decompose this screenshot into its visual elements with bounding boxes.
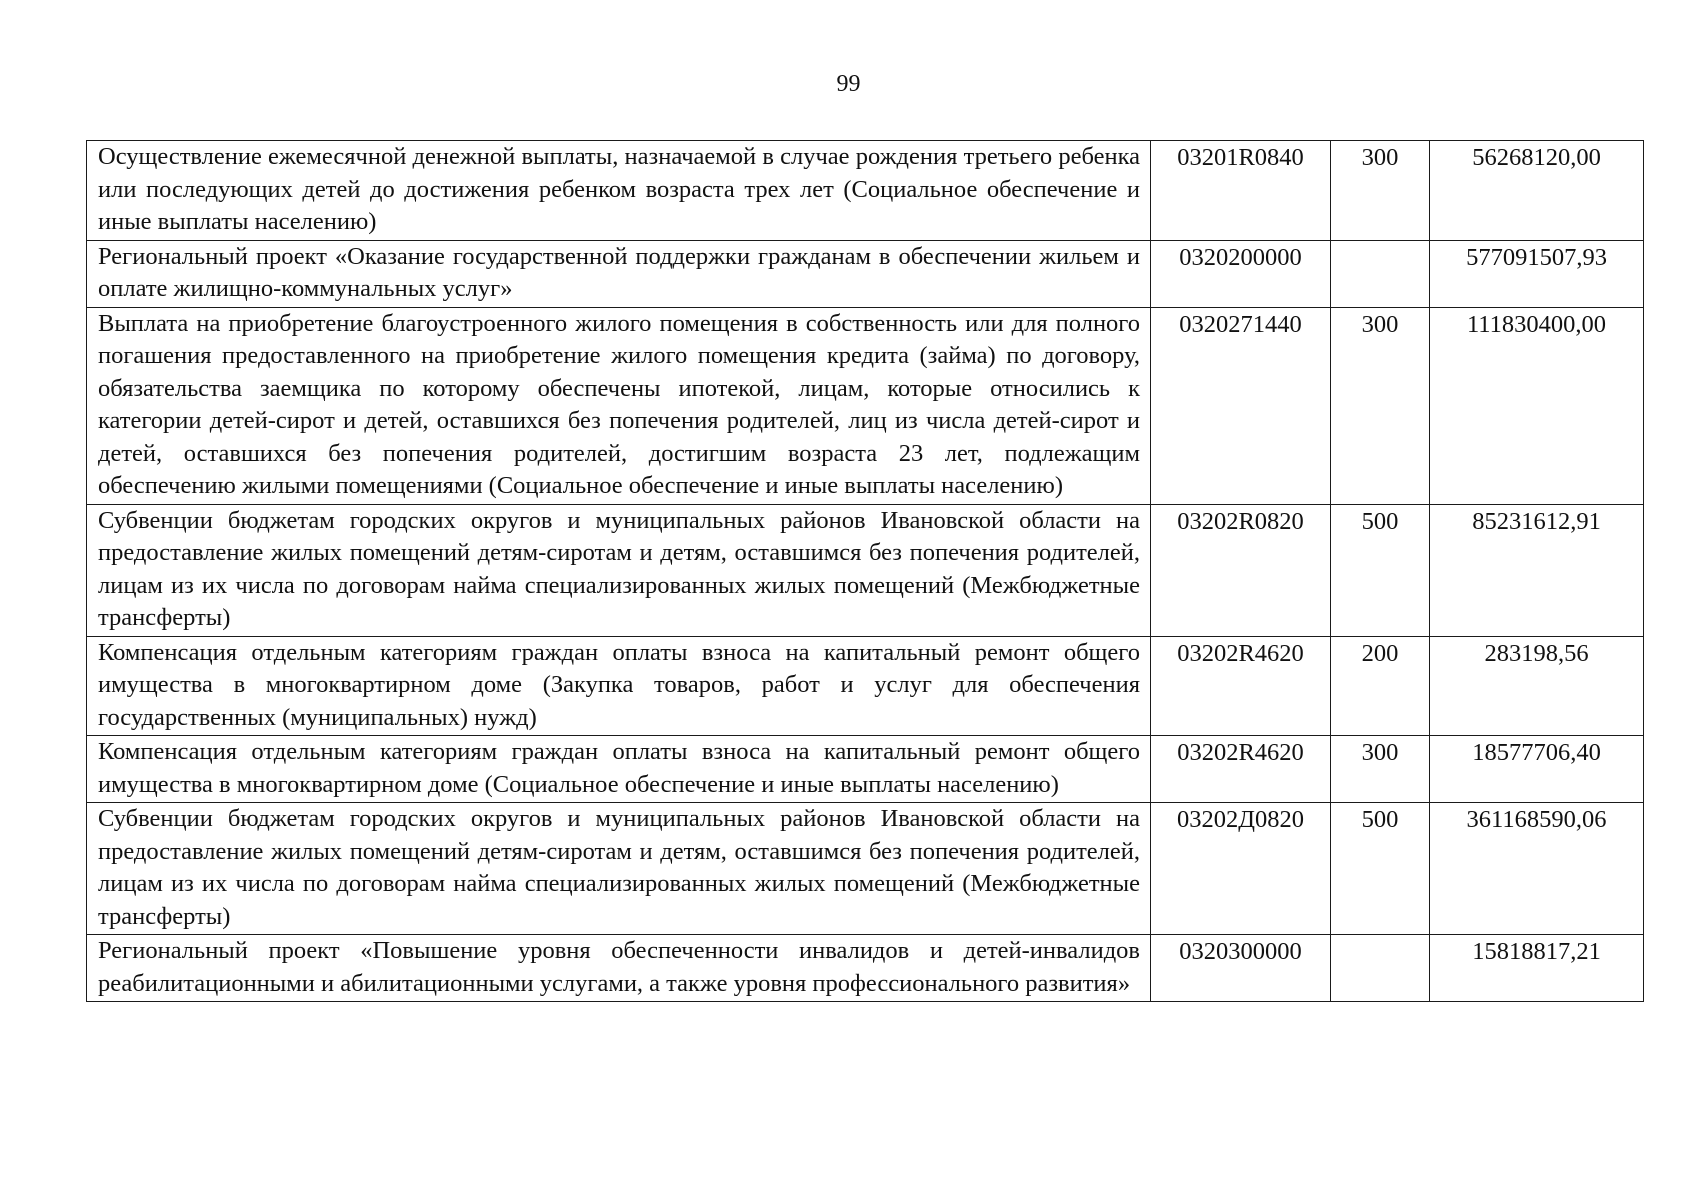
row-description: Выплата на приобретение благоустроенного жилого помещения в собственность или для полного погашения предоставленного на приобретение жилого помещения кредита (займа) по договору, обязательства заемщика по которому обеспечены ипотекой, лицам, которые относились к категории детей-сирот и детей, оставшихся без попечения родителей, лиц из числа детей-сирот и детей, оставшихся без попечения родителей, достигшим возраста 23 лет, подлежащим обеспечению жилыми помещениями (Социальное обеспечение и иные выплаты населению) — [87, 307, 1151, 504]
row-amount: 18577706,40 — [1430, 736, 1644, 803]
table-row — [87, 240, 1644, 307]
table-row — [87, 803, 1644, 935]
row-type: 300 — [1331, 736, 1430, 803]
row-type: 300 — [1331, 141, 1430, 241]
row-amount: 283198,56 — [1430, 636, 1644, 736]
row-amount: 15818817,21 — [1430, 935, 1644, 1002]
row-code: 0320200000 — [1151, 240, 1331, 307]
row-type: 500 — [1331, 504, 1430, 636]
row-code: 03202R4620 — [1151, 736, 1331, 803]
row-description: Осуществление ежемесячной денежной выплаты, назначаемой в случае рождения третьего ребенка или последующих детей до достижения ребенком возраста трех лет (Социальное обеспечение и иные выплаты населению) — [87, 141, 1151, 241]
row-description: Региональный проект «Повышение уровня обеспеченности инвалидов и детей-инвалидов реабилитационными и абилитационными услугами, а также уровня профессионального развития» — [87, 935, 1151, 1002]
row-code: 03201R0840 — [1151, 141, 1331, 241]
row-type: 300 — [1331, 307, 1430, 504]
table-row — [87, 935, 1644, 1002]
row-description: Субвенции бюджетам городских округов и муниципальных районов Ивановской области на предоставление жилых помещений детям-сиротам и детям, оставшимся без попечения родителей, лицам из их числа по договорам найма специализированных жилых помещений (Межбюджетные трансферты) — [87, 803, 1151, 935]
row-amount: 85231612,91 — [1430, 504, 1644, 636]
table-row — [87, 636, 1644, 736]
row-code: 03202R0820 — [1151, 504, 1331, 636]
row-code: 03202R4620 — [1151, 636, 1331, 736]
row-type — [1331, 240, 1430, 307]
row-code: 0320271440 — [1151, 307, 1331, 504]
row-amount: 361168590,06 — [1430, 803, 1644, 935]
budget-table — [86, 140, 1644, 1002]
row-type: 200 — [1331, 636, 1430, 736]
row-description: Субвенции бюджетам городских округов и муниципальных районов Ивановской области на предоставление жилых помещений детям-сиротам и детям, оставшимся без попечения родителей, лицам из их числа по договорам найма специализированных жилых помещений (Межбюджетные трансферты) — [87, 504, 1151, 636]
row-type — [1331, 935, 1430, 1002]
row-description: Компенсация отдельным категориям граждан оплаты взноса на капитальный ремонт общего имущества в многоквартирном доме (Социальное обеспечение и иные выплаты населению) — [87, 736, 1151, 803]
table-row — [87, 504, 1644, 636]
row-type: 500 — [1331, 803, 1430, 935]
row-code: 0320300000 — [1151, 935, 1331, 1002]
row-amount: 577091507,93 — [1430, 240, 1644, 307]
row-amount: 111830400,00 — [1430, 307, 1644, 504]
page-number: 99 — [836, 71, 861, 97]
row-description: Компенсация отдельным категориям граждан оплаты взноса на капитальный ремонт общего имущества в многоквартирном доме (Закупка товаров, работ и услуг для обеспечения государственных (муниципальных) нужд) — [87, 636, 1151, 736]
table-row — [87, 307, 1644, 504]
row-description: Региональный проект «Оказание государственной поддержки гражданам в обеспечении жильем и оплате жилищно-коммунальных услуг» — [87, 240, 1151, 307]
row-code: 03202Д0820 — [1151, 803, 1331, 935]
row-amount: 56268120,00 — [1430, 141, 1644, 241]
table-row — [87, 141, 1644, 241]
table-row — [87, 736, 1644, 803]
